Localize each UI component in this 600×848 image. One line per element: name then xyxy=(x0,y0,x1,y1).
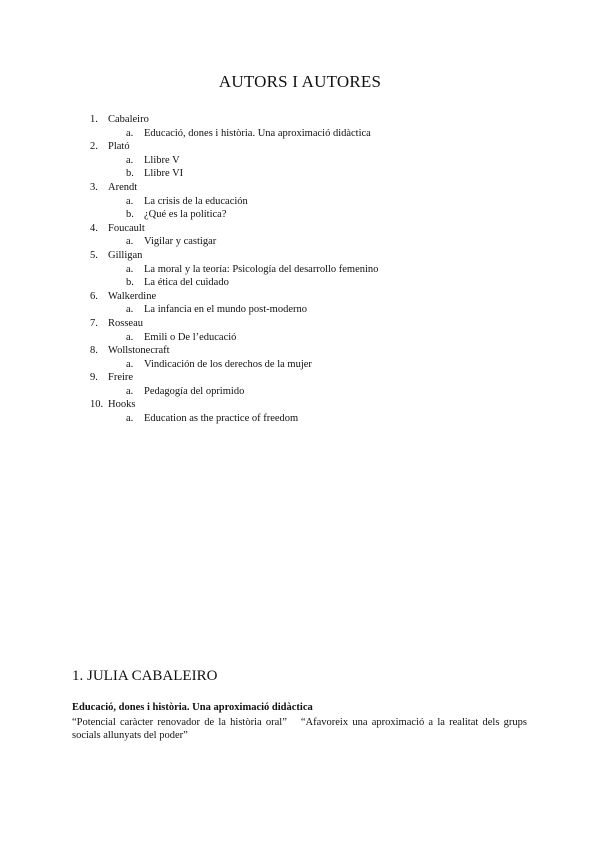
author-name: Rosseau xyxy=(108,317,143,329)
author-row xyxy=(0,344,600,358)
work-letter: b. xyxy=(126,168,134,180)
work-row xyxy=(0,303,600,317)
page-title: AUTORS I AUTORES xyxy=(218,72,382,91)
work-title: Vindicación de los derechos de la mujer xyxy=(144,358,312,370)
work-letter: a. xyxy=(126,127,134,139)
section-heading: 1. JULIA CABALEIRO xyxy=(72,668,218,684)
author-number: 4. xyxy=(90,222,98,234)
work-row xyxy=(0,154,600,168)
work-title: ¿Qué es la política? xyxy=(144,209,227,221)
work-letter: a. xyxy=(126,154,134,166)
author-name: Hooks xyxy=(108,399,136,411)
author-number: 5. xyxy=(90,249,98,261)
work-title: Emili o De l’educació xyxy=(144,331,237,343)
author-number: 1. xyxy=(90,114,98,125)
work-row xyxy=(0,235,600,249)
quote-social-groups: “Afavoreix una aproximació a la realitat dels grups socials allunyats del poder” xyxy=(72,717,527,742)
work-title: Vigilar y castigar xyxy=(144,236,217,248)
work-row xyxy=(0,412,600,426)
author-number: 2. xyxy=(90,141,98,153)
author-row xyxy=(0,113,600,127)
work-title: Llibre VI xyxy=(144,168,184,180)
author-row xyxy=(0,249,600,263)
work-letter: b. xyxy=(126,277,134,289)
author-name: Cabaleiro xyxy=(108,114,149,125)
author-list xyxy=(0,113,600,426)
work-row xyxy=(0,263,600,277)
work-title: Education as the practice of freedom xyxy=(144,413,299,425)
work-row xyxy=(0,276,600,290)
work-title: Pedagogía del oprimido xyxy=(144,385,245,397)
author-number: 8. xyxy=(90,345,98,357)
author-row xyxy=(0,290,600,304)
work-row xyxy=(0,208,600,222)
work-title: Llibre V xyxy=(144,154,180,166)
author-name: Walkerdine xyxy=(108,290,157,302)
work-letter: a. xyxy=(126,263,134,275)
work-row xyxy=(0,167,600,181)
work-title: La crisis de la educación xyxy=(144,195,248,207)
author-row xyxy=(0,398,600,412)
work-row xyxy=(0,195,600,209)
author-row xyxy=(0,371,600,385)
work-letter: b. xyxy=(126,209,134,221)
author-number: 9. xyxy=(90,372,98,384)
author-row xyxy=(0,317,600,331)
author-number: 3. xyxy=(90,181,98,193)
author-name: Arendt xyxy=(108,181,138,193)
section-work-title: Educació, dones i història. Una aproximació didàctica xyxy=(72,702,313,713)
author-number: 7. xyxy=(90,317,98,329)
work-title: Educació, dones i història. Una aproximació didàctica xyxy=(144,127,371,139)
author-name: Plató xyxy=(108,141,130,153)
author-row xyxy=(0,140,600,154)
work-letter: a. xyxy=(126,413,134,425)
work-letter: a. xyxy=(126,236,134,248)
work-letter: a. xyxy=(126,331,134,343)
work-title: La infancia en el mundo post-moderno xyxy=(144,304,307,316)
author-name: Gilligan xyxy=(108,249,143,261)
work-title: La moral y la teoría: Psicología del desarrollo femenino xyxy=(144,263,379,275)
work-row xyxy=(0,358,600,372)
work-row xyxy=(0,385,600,399)
work-letter: a. xyxy=(126,385,134,397)
work-letter: a. xyxy=(126,304,134,316)
author-name: Wollstonecraft xyxy=(108,345,170,357)
author-name: Freire xyxy=(108,372,134,384)
author-name: Foucault xyxy=(108,222,145,234)
work-letter: a. xyxy=(126,195,134,207)
author-number: 10. xyxy=(90,399,104,411)
author-row xyxy=(0,222,600,236)
work-row xyxy=(0,127,600,141)
quote-oral-history: “Potencial caràcter renovador de la història oral” xyxy=(72,717,287,728)
work-letter: a. xyxy=(126,358,134,370)
work-row xyxy=(0,331,600,345)
author-number: 6. xyxy=(90,290,98,302)
author-row xyxy=(0,181,600,195)
quotes-paragraph xyxy=(72,716,527,743)
work-title: La ética del cuidado xyxy=(144,277,229,289)
